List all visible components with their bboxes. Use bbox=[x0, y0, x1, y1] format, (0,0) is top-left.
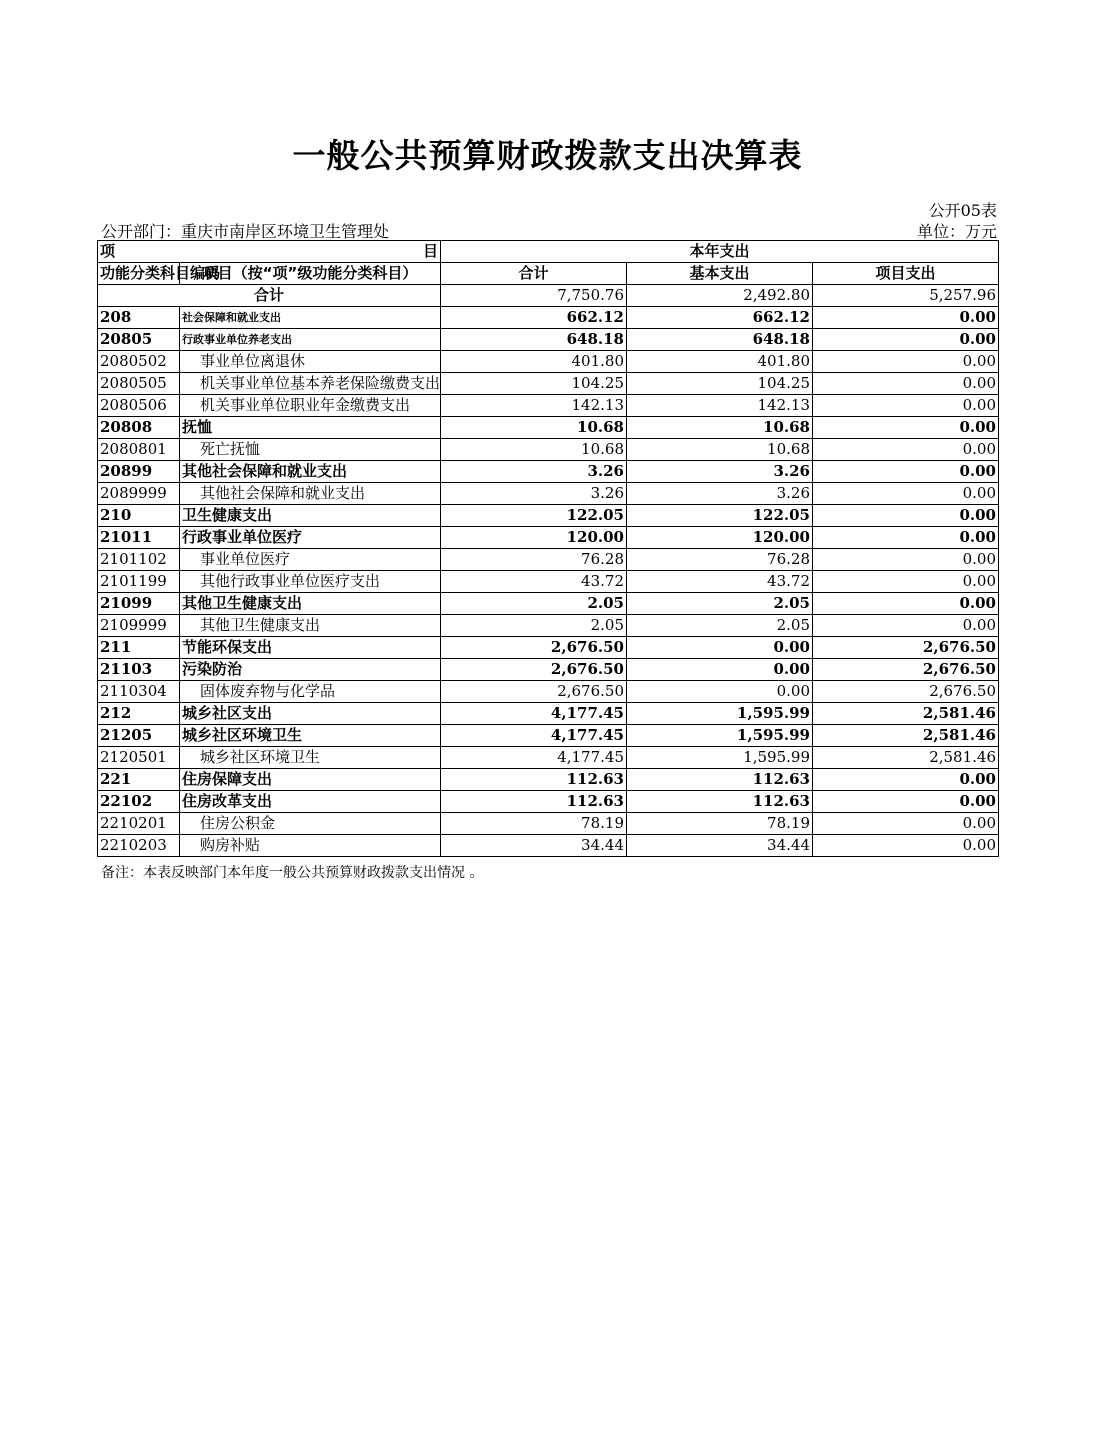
row-basic: 76.28 bbox=[627, 549, 813, 571]
row-name: 卫生健康支出 bbox=[180, 505, 441, 527]
row-project: 0.00 bbox=[813, 329, 999, 351]
row-project: 0.00 bbox=[813, 505, 999, 527]
row-project: 0.00 bbox=[813, 307, 999, 329]
row-basic: 112.63 bbox=[627, 769, 813, 791]
row-project: 2,581.46 bbox=[813, 747, 999, 769]
header-total: 合计 bbox=[441, 263, 627, 285]
total-basic: 2,492.80 bbox=[627, 285, 813, 307]
row-total: 662.12 bbox=[441, 307, 627, 329]
row-total: 142.13 bbox=[441, 395, 627, 417]
row-total: 10.68 bbox=[441, 417, 627, 439]
table-row bbox=[98, 615, 999, 637]
header-item-left: 项 bbox=[100, 242, 116, 260]
header-basic: 基本支出 bbox=[627, 263, 813, 285]
header-item-right: 目 bbox=[422, 242, 438, 260]
row-code: 208 bbox=[98, 307, 180, 329]
row-basic: 1,595.99 bbox=[627, 703, 813, 725]
table-row bbox=[98, 351, 999, 373]
row-code: 2080502 bbox=[98, 351, 180, 373]
row-basic: 401.80 bbox=[627, 351, 813, 373]
row-code: 2080801 bbox=[98, 439, 180, 461]
row-code: 21011 bbox=[98, 527, 180, 549]
row-name: 城乡社区支出 bbox=[180, 703, 441, 725]
row-project: 2,676.50 bbox=[813, 659, 999, 681]
row-basic: 10.68 bbox=[627, 417, 813, 439]
row-total: 4,177.45 bbox=[441, 725, 627, 747]
row-basic: 2.05 bbox=[627, 593, 813, 615]
row-basic: 43.72 bbox=[627, 571, 813, 593]
row-total: 648.18 bbox=[441, 329, 627, 351]
row-basic: 662.12 bbox=[627, 307, 813, 329]
table-row bbox=[98, 725, 999, 747]
table-row bbox=[98, 593, 999, 615]
header-project: 项目支出 bbox=[813, 263, 999, 285]
table-row bbox=[98, 637, 999, 659]
row-basic: 142.13 bbox=[627, 395, 813, 417]
row-code: 21103 bbox=[98, 659, 180, 681]
row-basic: 648.18 bbox=[627, 329, 813, 351]
row-code: 212 bbox=[98, 703, 180, 725]
row-code: 21099 bbox=[98, 593, 180, 615]
table-row bbox=[98, 417, 999, 439]
row-project: 0.00 bbox=[813, 439, 999, 461]
row-total: 112.63 bbox=[441, 791, 627, 813]
row-total: 2.05 bbox=[441, 593, 627, 615]
row-total: 76.28 bbox=[441, 549, 627, 571]
row-basic: 2.05 bbox=[627, 615, 813, 637]
row-total: 43.72 bbox=[441, 571, 627, 593]
row-total: 2,676.50 bbox=[441, 637, 627, 659]
row-name: 节能环保支出 bbox=[180, 637, 441, 659]
row-total: 112.63 bbox=[441, 769, 627, 791]
table-row bbox=[98, 571, 999, 593]
total-sum: 7,750.76 bbox=[441, 285, 627, 307]
department-label: 公开部门：重庆市南岸区环境卫生管理处 bbox=[101, 222, 390, 241]
row-name: 城乡社区环境卫生 bbox=[180, 725, 441, 747]
row-total: 2.05 bbox=[441, 615, 627, 637]
row-total: 10.68 bbox=[441, 439, 627, 461]
row-name: 污染防治 bbox=[180, 659, 441, 681]
footnote: 备注：本表反映部门本年度一般公共预算财政拨款支出情况 。 bbox=[101, 865, 484, 881]
table-row bbox=[98, 461, 999, 483]
header-row-2 bbox=[98, 263, 999, 285]
row-basic: 3.26 bbox=[627, 483, 813, 505]
row-project: 0.00 bbox=[813, 615, 999, 637]
row-project: 0.00 bbox=[813, 395, 999, 417]
row-basic: 120.00 bbox=[627, 527, 813, 549]
row-name: 其他卫生健康支出 bbox=[180, 593, 441, 615]
row-code: 2210203 bbox=[98, 835, 180, 857]
row-total: 78.19 bbox=[441, 813, 627, 835]
row-basic: 104.25 bbox=[627, 373, 813, 395]
table-row bbox=[98, 703, 999, 725]
row-code: 221 bbox=[98, 769, 180, 791]
row-basic: 10.68 bbox=[627, 439, 813, 461]
row-project: 0.00 bbox=[813, 593, 999, 615]
row-total: 2,676.50 bbox=[441, 681, 627, 703]
row-total: 4,177.45 bbox=[441, 747, 627, 769]
row-name: 住房改革支出 bbox=[180, 791, 441, 813]
row-basic: 122.05 bbox=[627, 505, 813, 527]
row-project: 0.00 bbox=[813, 813, 999, 835]
table-row bbox=[98, 659, 999, 681]
total-project: 5,257.96 bbox=[813, 285, 999, 307]
total-label: 合计 bbox=[98, 285, 441, 307]
row-code: 2210201 bbox=[98, 813, 180, 835]
table-row bbox=[98, 373, 999, 395]
row-total: 401.80 bbox=[441, 351, 627, 373]
row-basic: 1,595.99 bbox=[627, 747, 813, 769]
table-row bbox=[98, 813, 999, 835]
row-code: 2109999 bbox=[98, 615, 180, 637]
row-code: 20899 bbox=[98, 461, 180, 483]
header-row-1 bbox=[98, 241, 999, 263]
row-project: 2,676.50 bbox=[813, 681, 999, 703]
row-basic: 0.00 bbox=[627, 659, 813, 681]
row-code: 2080505 bbox=[98, 373, 180, 395]
row-name: 事业单位离退休 bbox=[180, 351, 441, 373]
row-basic: 3.26 bbox=[627, 461, 813, 483]
form-number: 公开05表 bbox=[928, 201, 997, 220]
row-name: 事业单位医疗 bbox=[180, 549, 441, 571]
table-row bbox=[98, 395, 999, 417]
table-row bbox=[98, 527, 999, 549]
row-code: 20805 bbox=[98, 329, 180, 351]
row-total: 4,177.45 bbox=[441, 703, 627, 725]
row-name: 机关事业单位基本养老保险缴费支出 bbox=[180, 373, 441, 395]
row-code: 22102 bbox=[98, 791, 180, 813]
row-code: 20808 bbox=[98, 417, 180, 439]
row-name: 其他社会保障和就业支出 bbox=[180, 461, 441, 483]
row-project: 0.00 bbox=[813, 461, 999, 483]
row-code: 2101199 bbox=[98, 571, 180, 593]
table-row bbox=[98, 791, 999, 813]
table-row bbox=[98, 505, 999, 527]
header-current-year: 本年支出 bbox=[441, 241, 999, 263]
row-project: 0.00 bbox=[813, 769, 999, 791]
row-project: 0.00 bbox=[813, 527, 999, 549]
row-name: 其他行政事业单位医疗支出 bbox=[180, 571, 441, 593]
table-row bbox=[98, 439, 999, 461]
expenditure-table bbox=[97, 240, 999, 857]
header-code: 功能分类科目编码 bbox=[98, 263, 180, 285]
row-basic: 1,595.99 bbox=[627, 725, 813, 747]
row-name: 其他卫生健康支出 bbox=[180, 615, 441, 637]
row-total: 3.26 bbox=[441, 483, 627, 505]
table-row bbox=[98, 747, 999, 769]
table-row bbox=[98, 681, 999, 703]
header-item bbox=[98, 241, 441, 263]
unit-label: 单位：万元 bbox=[916, 222, 997, 241]
row-name: 死亡抚恤 bbox=[180, 439, 441, 461]
row-project: 0.00 bbox=[813, 791, 999, 813]
row-name: 机关事业单位职业年金缴费支出 bbox=[180, 395, 441, 417]
table-row bbox=[98, 307, 999, 329]
row-name: 其他社会保障和就业支出 bbox=[180, 483, 441, 505]
row-project: 2,676.50 bbox=[813, 637, 999, 659]
row-total: 104.25 bbox=[441, 373, 627, 395]
total-row bbox=[98, 285, 999, 307]
row-basic: 0.00 bbox=[627, 637, 813, 659]
row-name: 住房公积金 bbox=[180, 813, 441, 835]
row-code: 2110304 bbox=[98, 681, 180, 703]
row-code: 210 bbox=[98, 505, 180, 527]
header-name: 项目（按“项”级功能分类科目） bbox=[180, 263, 441, 285]
row-project: 2,581.46 bbox=[813, 703, 999, 725]
row-basic: 78.19 bbox=[627, 813, 813, 835]
row-code: 2080506 bbox=[98, 395, 180, 417]
row-total: 122.05 bbox=[441, 505, 627, 527]
row-project: 0.00 bbox=[813, 373, 999, 395]
row-project: 0.00 bbox=[813, 417, 999, 439]
row-total: 2,676.50 bbox=[441, 659, 627, 681]
row-total: 34.44 bbox=[441, 835, 627, 857]
row-name: 行政事业单位医疗 bbox=[180, 527, 441, 549]
row-basic: 0.00 bbox=[627, 681, 813, 703]
row-basic: 34.44 bbox=[627, 835, 813, 857]
row-project: 2,581.46 bbox=[813, 725, 999, 747]
row-code: 2101102 bbox=[98, 549, 180, 571]
row-code: 211 bbox=[98, 637, 180, 659]
row-name: 购房补贴 bbox=[180, 835, 441, 857]
page-title: 一般公共预算财政拨款支出决算表 bbox=[292, 136, 803, 175]
row-total: 120.00 bbox=[441, 527, 627, 549]
row-basic: 112.63 bbox=[627, 791, 813, 813]
table-row bbox=[98, 483, 999, 505]
row-total: 3.26 bbox=[441, 461, 627, 483]
row-project: 0.00 bbox=[813, 549, 999, 571]
table-row bbox=[98, 329, 999, 351]
row-project: 0.00 bbox=[813, 571, 999, 593]
row-name: 社会保障和就业支出 bbox=[180, 307, 441, 329]
row-project: 0.00 bbox=[813, 351, 999, 373]
row-code: 2089999 bbox=[98, 483, 180, 505]
table-row bbox=[98, 835, 999, 857]
row-name: 城乡社区环境卫生 bbox=[180, 747, 441, 769]
row-project: 0.00 bbox=[813, 835, 999, 857]
table-row bbox=[98, 769, 999, 791]
row-code: 2120501 bbox=[98, 747, 180, 769]
row-code: 21205 bbox=[98, 725, 180, 747]
row-name: 固体废弃物与化学品 bbox=[180, 681, 441, 703]
table-row bbox=[98, 549, 999, 571]
row-name: 行政事业单位养老支出 bbox=[180, 329, 441, 351]
row-project: 0.00 bbox=[813, 483, 999, 505]
row-name: 抚恤 bbox=[180, 417, 441, 439]
row-name: 住房保障支出 bbox=[180, 769, 441, 791]
